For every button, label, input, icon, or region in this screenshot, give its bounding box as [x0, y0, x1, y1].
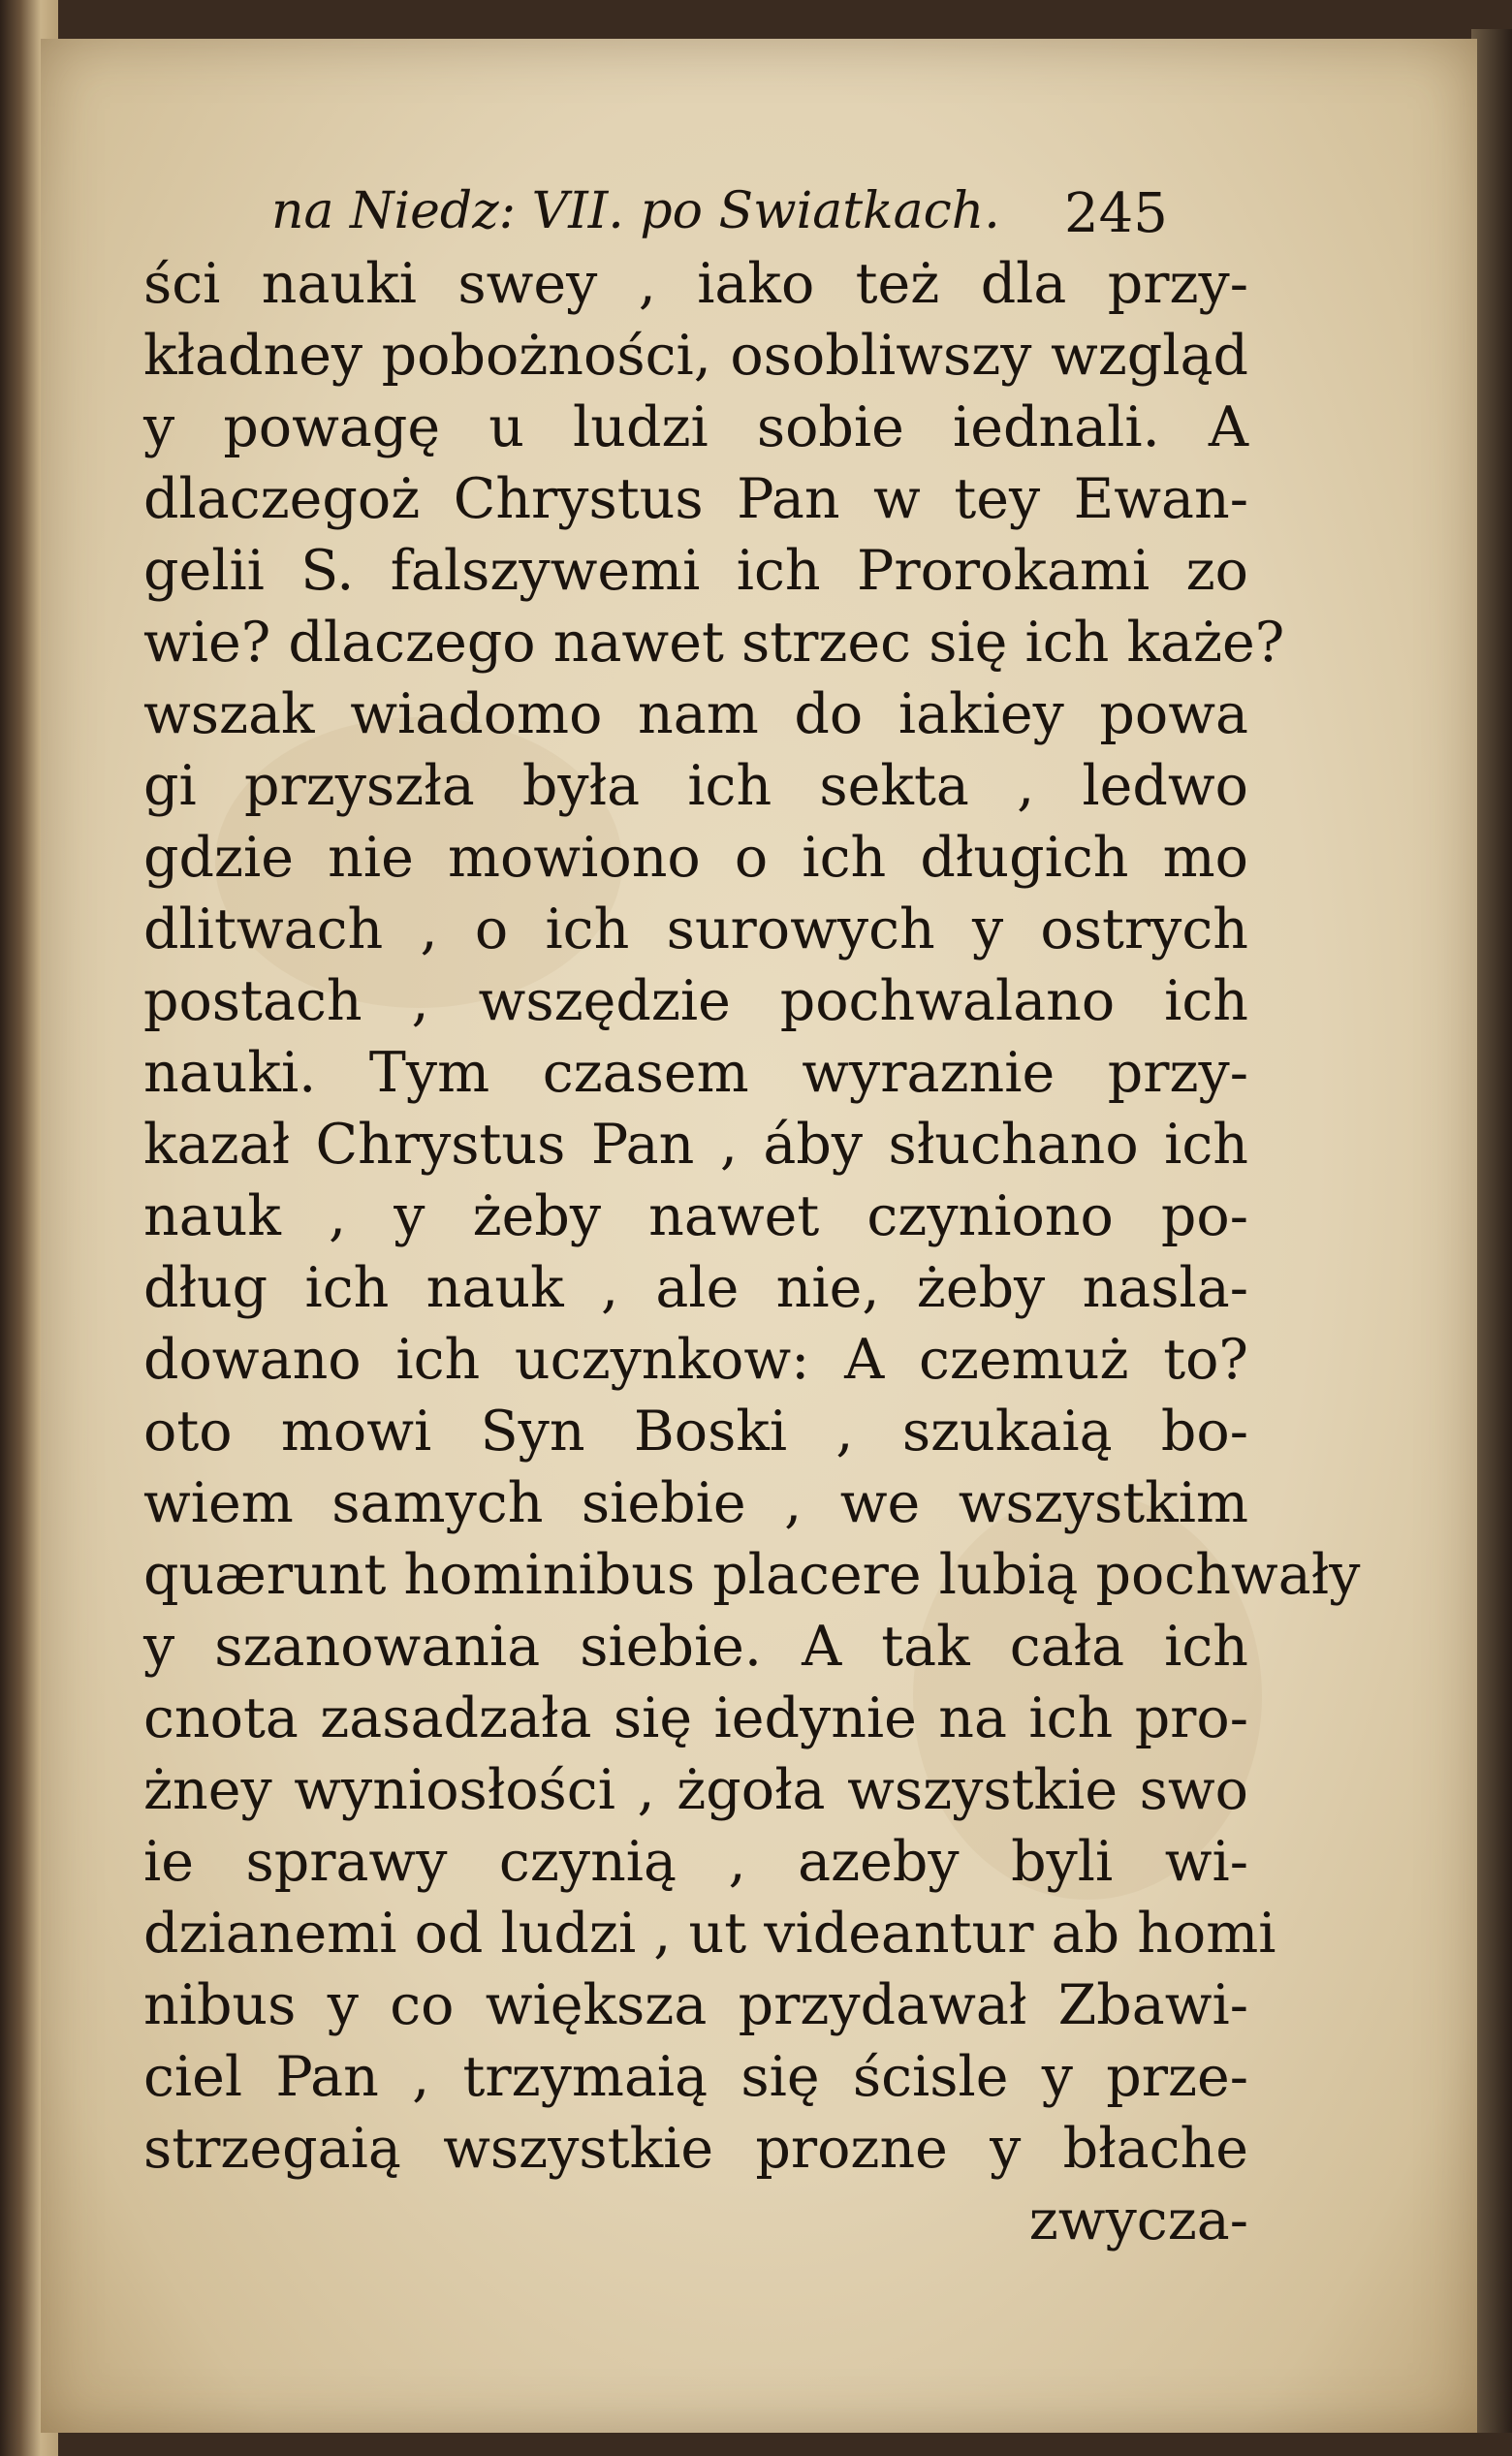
text-line: wie? dlaczego nawet strzec się ich każe?	[143, 611, 1285, 675]
book-edge	[1471, 29, 1512, 2433]
text-line: gdzie nie mowiono o ich długich mo	[143, 826, 1248, 890]
text-line: postach , wszędzie pochwalano ich	[143, 969, 1248, 1033]
running-title: na Niedz: VII. po Swiatkach.	[271, 182, 1000, 240]
text-line: dlaczegoż Chrystus Pan w tey Ewan-	[143, 467, 1248, 531]
page-number: 245	[1064, 182, 1168, 245]
text-line: wszak wiadomo nam do iakiey powa	[143, 682, 1248, 746]
text-line: kazał Chrystus Pan , áby słuchano ich	[143, 1113, 1248, 1177]
text-line: nauki. Tym czasem wyraznie przy-	[143, 1041, 1248, 1105]
text-line: kładney pobożności, osobliwszy wzgląd	[143, 324, 1248, 388]
text-line: cnota zasadzała się iedynie na ich pro-	[143, 1686, 1248, 1750]
text-line: dzianemi od ludzi , ut videantur ab homi	[143, 1902, 1276, 1966]
text-line: dowano ich uczynkow: A czemuż to?	[143, 1328, 1248, 1392]
text-line: wiem samych siebie , we wszystkim	[143, 1471, 1248, 1535]
text-line: dlitwach , o ich surowych y ostrych	[143, 897, 1248, 961]
text-line: y powagę u ludzi sobie iednali. A	[143, 395, 1248, 459]
text-line: nauk , y żeby nawet czyniono po-	[143, 1184, 1248, 1248]
text-line: ciel Pan , trzymaią się ścisle y prze-	[143, 2045, 1248, 2109]
text-line: ści nauki swey , iako też dla przy-	[143, 252, 1248, 316]
text-line: gelii S. falszywemi ich Prorokami zo	[143, 539, 1248, 603]
catchword: zwycza-	[1028, 2188, 1248, 2252]
text-line: quærunt hominibus placere lubią pochwały	[143, 1543, 1361, 1607]
text-line: strzegaią wszystkie prozne y błache	[143, 2117, 1248, 2181]
text-line: dług ich nauk , ale nie, żeby nasla-	[143, 1256, 1248, 1320]
text-line: y szanowania siebie. A tak cała ich	[143, 1615, 1248, 1679]
text-line: nibus y co większa przydawał Zbawi-	[143, 1973, 1248, 2037]
text-line: żney wyniosłości , żgoła wszystkie swo	[143, 1758, 1248, 1822]
text-line: gi przyszła była ich sekta , ledwo	[143, 754, 1248, 818]
body-text	[143, 248, 1361, 2256]
text-line: oto mowi Syn Boski , szukaią bo-	[143, 1400, 1248, 1464]
text-line: ie sprawy czynią , azeby byli wi-	[143, 1830, 1248, 1894]
running-header	[271, 182, 1241, 250]
